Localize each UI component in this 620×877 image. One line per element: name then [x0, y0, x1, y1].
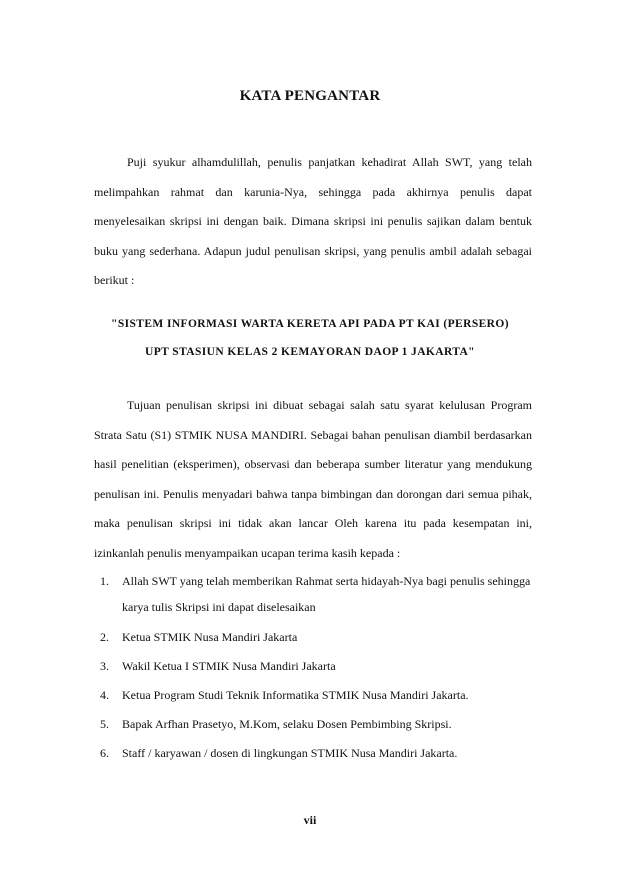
list-item — [94, 653, 534, 679]
page-title: KATA PENGANTAR — [239, 88, 381, 104]
list-item-number: 1. — [100, 574, 109, 588]
list-item-number: 5. — [100, 717, 109, 731]
list-item-text: Staff / karyawan / dosen di lingkungan STMIK Nusa Mandiri Jakarta. — [122, 746, 458, 760]
list-item-number: 2. — [100, 630, 109, 644]
list-item-number: 4. — [100, 688, 109, 702]
list-item — [94, 624, 534, 650]
list-item-text: Wakil Ketua I STMIK Nusa Mandiri Jakarta — [122, 659, 336, 673]
list-item-number: 6. — [100, 746, 109, 760]
list-item — [94, 568, 534, 620]
page-number: vii — [303, 813, 317, 827]
list-item-number: 3. — [100, 659, 109, 673]
list-item-text: Allah SWT yang telah memberikan Rahmat serta hidayah-Nya bagi penulis sehingga karya tulis Skripsi ini dapat diselesaikan — [122, 574, 531, 614]
list-item — [94, 711, 534, 737]
thesis-title-line-1: "SISTEM INFORMASI WARTA KERETA API PADA PT KAI (PERSERO) — [111, 318, 509, 330]
acknowledgement-list — [94, 568, 534, 769]
purpose-paragraph: Tujuan penulisan skripsi ini dibuat sebagai salah satu syarat kelulusan Program Strata Satu (S1) STMIK NUSA MANDIRI. Sebagai bahan penulisan diambil berdasarkan hasil penelitian (eksperimen), observasi dan beberapa sumber literatur yang mendukung penulisan ini. Penulis menyadari bahwa tanpa bimbingan dan dorongan dari semua pihak, maka penulisan skripsi ini tidak akan lancar Oleh karena itu pada kesempatan ini, izinkanlah penulis menyampaikan ucapan terima kasih kepada : — [94, 398, 532, 560]
opening-paragraph: Puji syukur alhamdulillah, penulis panjatkan kehadirat Allah SWT, yang telah melimpahkan rahmat dan karunia-Nya, sehingga pada akhirnya penulis dapat menyelesaikan skripsi ini dengan baik. Dimana skripsi ini penulis sajikan dalam bentuk buku yang sederhana. Adapun judul penulisan skripsi, yang penulis ambil adalah sebagai berikut : — [94, 155, 532, 288]
list-item-text: Ketua STMIK Nusa Mandiri Jakarta — [122, 630, 298, 644]
list-item-text: Bapak Arfhan Prasetyo, M.Kom, selaku Dosen Pembimbing Skripsi. — [122, 717, 452, 731]
list-item — [94, 740, 534, 766]
list-item-text: Ketua Program Studi Teknik Informatika STMIK Nusa Mandiri Jakarta. — [122, 688, 469, 702]
list-item — [94, 682, 534, 708]
thesis-title-line-2: UPT STASIUN KELAS 2 KEMAYORAN DAOP 1 JAKARTA" — [145, 346, 475, 358]
